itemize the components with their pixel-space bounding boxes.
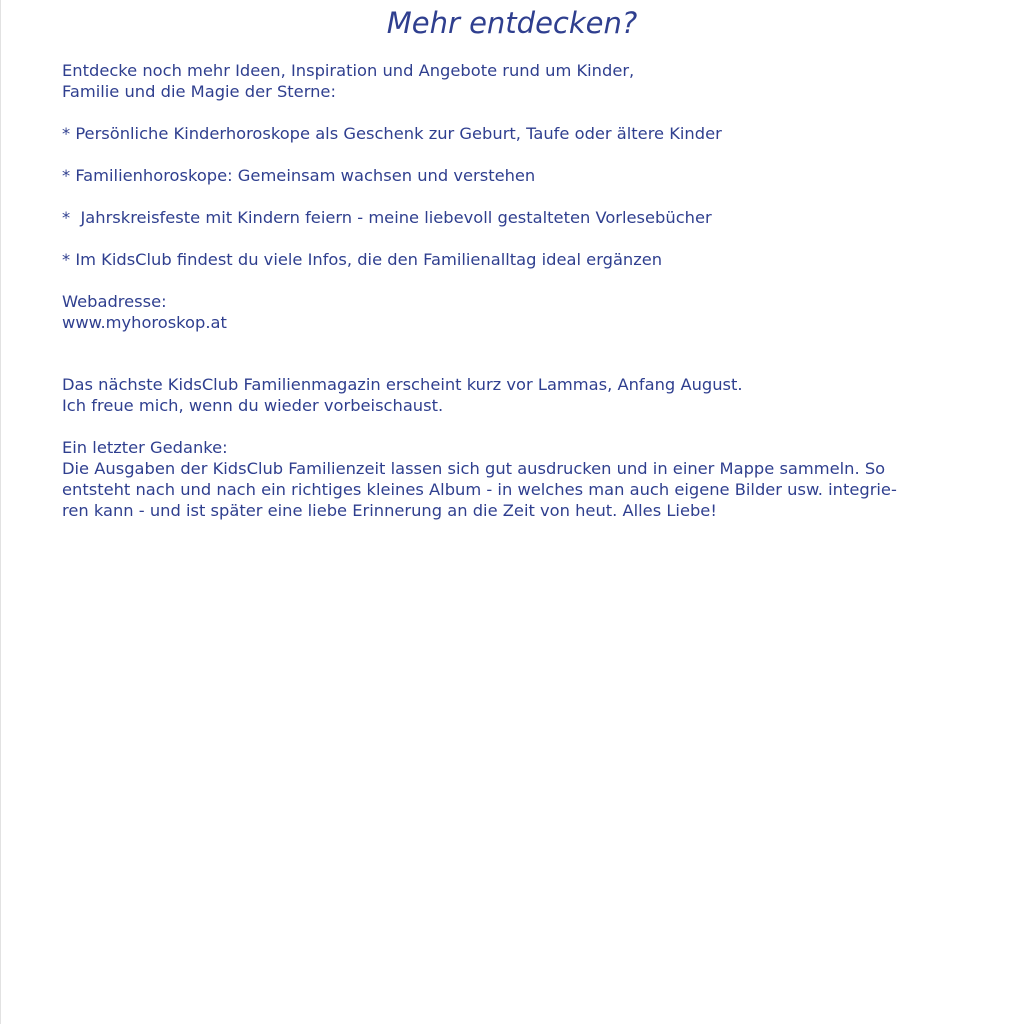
web-url: www.myhoroskop.at [62,313,227,332]
next-issue-line-1: Das nächste KidsClub Familienmagazin erscheint kurz vor Lammas, Anfang August. [62,375,743,394]
spacer [62,228,972,249]
next-issue-line-2: Ich freue mich, wenn du wieder vorbeischaust. [62,396,444,415]
bullet-item-kinderhoroskope: * Persönliche Kinderhoroskope als Geschenk zur Geburt, Taufe oder ältere Kinder [62,124,722,143]
last-thought-line-3: ren kann - und ist später eine liebe Erinnerung an die Zeit von heut. Alles Liebe! [62,501,717,520]
spacer [62,186,972,207]
bullet-item-familienhoroskope: * Familienhoroskope: Gemeinsam wachsen und verstehen [62,166,536,185]
bullet-item-jahrskreisfeste: * Jahrskreisfeste mit Kindern feiern - meine liebevoll gestalteten Vorlesebücher [62,208,712,227]
web-label: Webadresse: [62,292,167,311]
page-title: Mehr entdecken? [386,6,638,40]
document-body [62,60,972,521]
page-edge [0,0,1,1024]
spacer [62,102,972,123]
spacer [62,144,972,165]
intro-line-1: Entdecke noch mehr Ideen, Inspiration und Angebote rund um Kinder, [62,61,635,80]
spacer [62,270,972,291]
intro-line-2: Familie und die Magie der Sterne: [62,82,336,101]
spacer [62,333,972,374]
spacer [62,416,972,437]
bullet-item-kidsclub: * Im KidsClub findest du viele Infos, die den Familienalltag ideal ergänzen [62,250,663,269]
last-thought-heading: Ein letzter Gedanke: [62,438,228,457]
last-thought-line-1: Die Ausgaben der KidsClub Familienzeit lassen sich gut ausdrucken und in einer Mappe sammeln. So [62,459,886,478]
last-thought-line-2: entsteht nach und nach ein richtiges kleines Album - in welches man auch eigene Bilder usw. integrie- [62,480,897,499]
